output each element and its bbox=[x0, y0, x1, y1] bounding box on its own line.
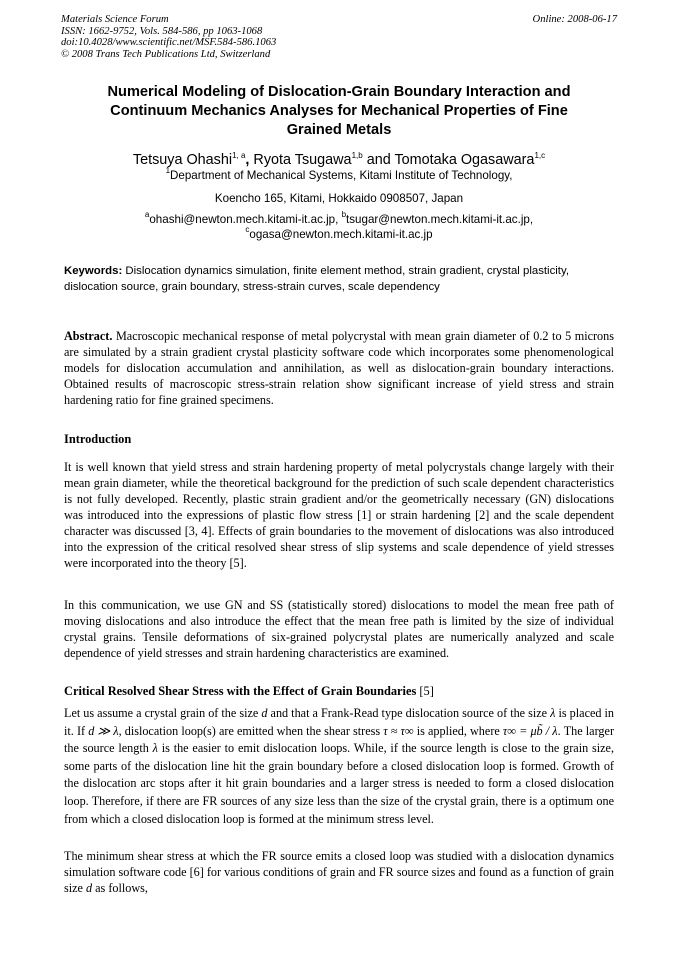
affiliation-mark: 1 bbox=[165, 166, 171, 175]
crss-heading-ref: [5] bbox=[419, 684, 434, 698]
email-address: ohashi@newton.mech.kitami-it.ac.jp, bbox=[149, 213, 339, 226]
crss-text: is placed in it. If bbox=[64, 706, 615, 738]
paper-title bbox=[61, 83, 617, 140]
affiliation-address: Koencho 165, Kitami, Hokkaido 0908507, Japan bbox=[214, 192, 464, 205]
journal-name: Materials Science Forum bbox=[61, 14, 169, 25]
abstract-text: Macroscopic mechanical response of metal polycrystal with mean grain diameter of 0.2 to 5 microns are simulated by a strain gradient crystal plasticity software code which incorporates some phenomenological models for dislocation accumulation and annihilation, as well as dislocation-grain boundary interactions. Obtained results of macroscopic stress-strain relation show significant increase of yield stress and strain hardening ratio for fine grained specimens. bbox=[64, 329, 614, 407]
crss-text: Let us assume a crystal grain of the size bbox=[64, 706, 259, 720]
author-affiliation-mark: 1,c bbox=[534, 151, 546, 160]
keywords-block bbox=[64, 263, 620, 295]
title-line: Grained Metals bbox=[286, 122, 392, 138]
crss-text: as follows, bbox=[95, 881, 148, 895]
author-list: Tetsuya Ohashi$^{1, a}$, Ryota Tsugawa$^{1,b}$ and Tomotaka Ogasawara$^{1,c}$ bbox=[132, 151, 546, 168]
math-symbol-d: d bbox=[261, 706, 268, 720]
author-name: Tomotaka Ogasawara bbox=[394, 152, 535, 168]
affiliation-department bbox=[61, 166, 617, 183]
email-address: tsugar@newton.mech.kitami-it.ac.jp, bbox=[346, 213, 534, 226]
title-line: Continuum Mechanics Analyses for Mechanical Properties of Fine bbox=[110, 103, 568, 119]
keywords-label: Keywords: bbox=[64, 265, 123, 277]
crss-text: and that a Frank-Read type dislocation source of the size bbox=[270, 706, 548, 720]
crss-text: The minimum shear stress at which the FR source emits a closed loop was studied with a dislocation dynamics simulation software code [6] for various conditions of grain and FR source sizes and found as a function of grain size bbox=[64, 849, 614, 895]
section-heading-introduction: Introduction bbox=[64, 432, 132, 446]
online-date: Online: 2008-06-17 bbox=[532, 14, 617, 25]
email-mark: a bbox=[144, 210, 150, 219]
section-heading-crss bbox=[64, 683, 434, 699]
crss-paragraph-1 bbox=[64, 705, 614, 828]
author-affiliation-mark: 1,b bbox=[351, 151, 363, 160]
email-mark: c bbox=[245, 225, 250, 234]
author-name: Tetsuya Ohashi bbox=[132, 152, 233, 168]
journal-header bbox=[61, 14, 617, 60]
abstract-paragraph bbox=[64, 328, 614, 408]
issn-line: ISSN: 1662-9752, Vols. 584-586, pp 1063-1068 bbox=[61, 25, 263, 37]
crss-paragraph-2 bbox=[64, 848, 614, 896]
math-symbol-lambda: λ bbox=[152, 741, 158, 756]
doi-line: doi:10.4028/www.scientific.net/MSF.584-586.1063 bbox=[61, 37, 277, 48]
math-condition: d ≫ λ bbox=[88, 723, 119, 738]
email-mark: b bbox=[341, 210, 347, 219]
keywords-text: Dislocation dynamics simulation, finite element method, strain gradient, crystal plasticity, dislocation source, grain boundary, stress-strain curves, scale dependency bbox=[64, 265, 569, 293]
crss-text: . The larger the source length bbox=[64, 723, 614, 756]
department-text: Department of Mechanical Systems, Kitami Institute of Technology, bbox=[170, 169, 513, 182]
email-address: ogasa@newton.mech.kitami-it.ac.jp bbox=[249, 228, 433, 241]
crss-text: , dislocation loop(s) are emitted when the shear stress bbox=[118, 723, 381, 738]
author-name: Ryota Tsugawa bbox=[253, 152, 352, 168]
intro-paragraph-1: It is well known that yield stress and strain hardening property of metal polycrystals change largely with their mean grain diameter, while the theoretical background for the prediction of such scale dependent characteristics is not fully developed. Recently, plastic strain gradient and/or the geometrically necessary (GN) dislocations was introduced into the expressions of plastic flow stress [1] or strain hardening [2] and the scale dependent character was discussed [3, 4]. Effects of grain boundaries to the movement of dislocations was also introduced into the expression of the critical resolved shear stress of slip systems and scale dependence of yield stresses were incorporated into the theory [5]. bbox=[64, 460, 614, 570]
author-affiliation-mark: 1, a bbox=[232, 151, 246, 160]
email-line bbox=[61, 210, 617, 227]
crss-text: is the easier to emit dislocation loops. While, if the source length is close to the grain size, some parts of the dislocation line hit the grain boundary before a closed dislocation loop is formed. Growth of the dislocation arc stops after it hit grain boundaries and a larger stress is needed to form a closed dislocation loop. Therefore, if there are FR sources of any size less than the size of the crystal grain, there is a optimum one from which a closed dislocation loop is formed at the minimum stress level. bbox=[64, 741, 614, 826]
copyright-line: © 2008 Trans Tech Publications Ltd, Switzerland bbox=[61, 48, 271, 60]
crss-text: is applied, where bbox=[416, 723, 500, 738]
abstract-label: Abstract. bbox=[64, 329, 113, 343]
author-conjunction: and bbox=[366, 152, 391, 168]
math-tau-definition: τ∞ = μb̃ / λ bbox=[502, 723, 558, 738]
math-symbol-lambda: λ bbox=[550, 706, 556, 720]
title-line: Numerical Modeling of Dislocation-Grain Boundary Interaction and bbox=[107, 84, 571, 100]
math-symbol-d: d bbox=[86, 881, 93, 895]
crss-heading-text: Critical Resolved Shear Stress with the Effect of Grain Boundaries bbox=[64, 684, 417, 698]
math-condition-tau: τ ≈ τ∞ bbox=[383, 723, 414, 738]
intro-paragraph-2: In this communication, we use GN and SS (statistically stored) dislocations to model the mean free path of moving dislocations and also introduce the effect that the mean free path is limited by the size of individual crystal grains. Tensile deformations of six-grained polycrystal plates are numerically analyzed and scale dependence of yield stresses and strain hardening characteristics are examined. bbox=[64, 598, 614, 660]
email-line bbox=[61, 225, 617, 242]
